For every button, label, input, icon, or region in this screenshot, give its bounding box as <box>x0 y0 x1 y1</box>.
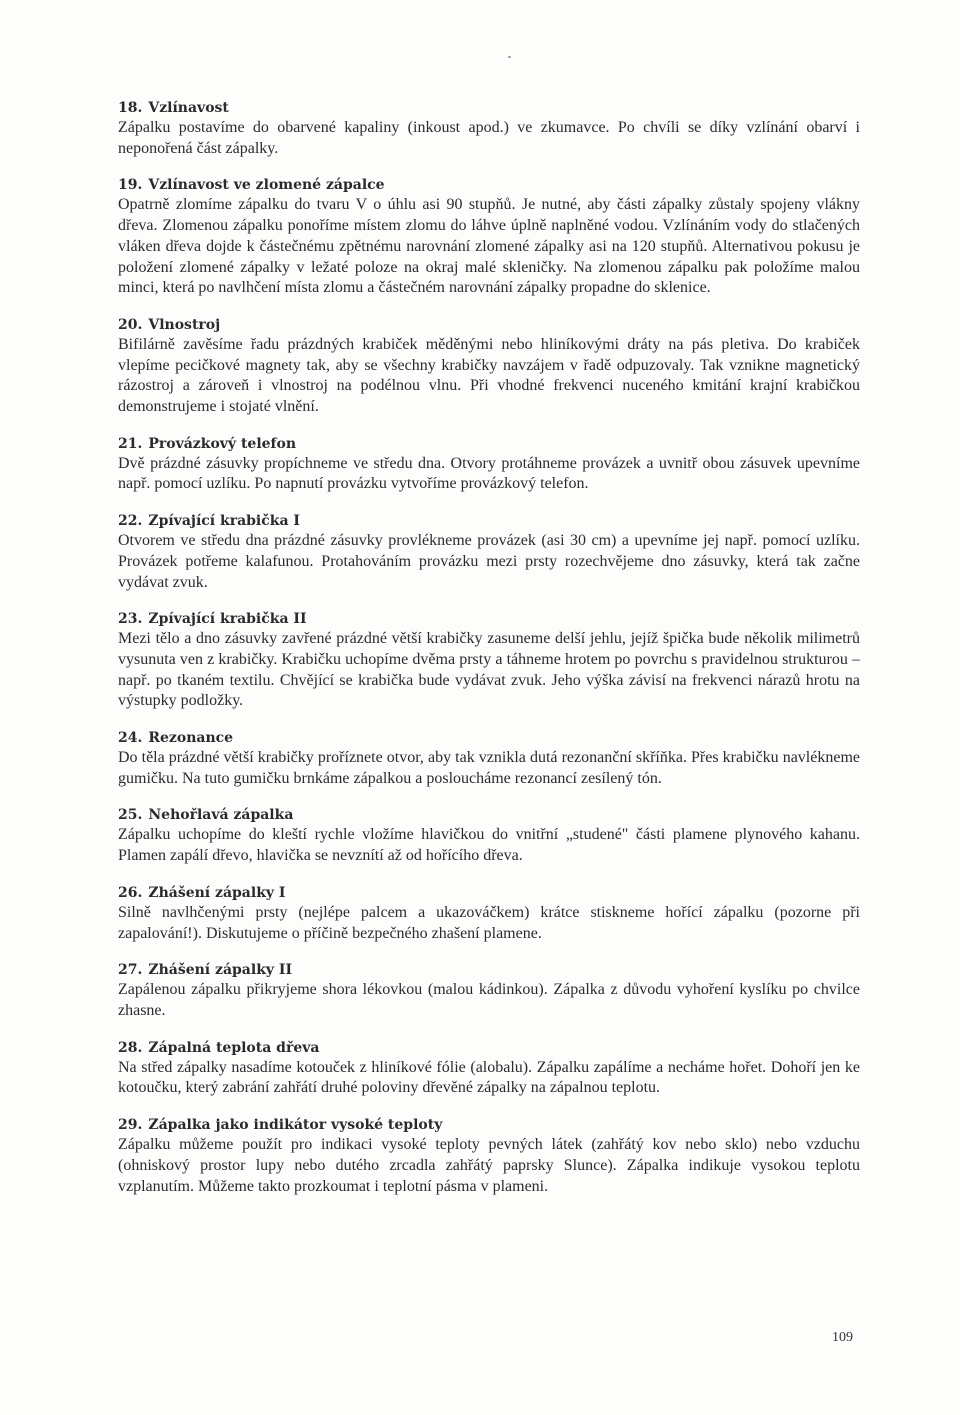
section-heading <box>118 1038 860 1058</box>
section-27 <box>118 960 860 1021</box>
scan-speck <box>508 56 511 58</box>
section-text: Zapálenou zápalku přikryjeme shora lékovkou (malou kádinkou). Zápalka z důvodu vyhoření kyslíku po chvilce zhasne. <box>118 981 860 1019</box>
section-number: 21. <box>118 435 143 452</box>
section-28 <box>118 1038 860 1099</box>
section-heading <box>118 175 860 195</box>
section-text: Zápalku můžeme použít pro indikaci vysoké teploty pevných látek (zahřátý kov nebo sklo) nebo vzduchu (ohniskový prostor lupy nebo dutého zrcadla zahřátý paprsky Slunce). Zápalka indikuje vysokou teplotu vzplanutím. Můžeme takto prozkoumat i teplotní pásma v plameni. <box>118 1136 860 1195</box>
section-24 <box>118 728 860 789</box>
section-heading <box>118 98 860 118</box>
section-number: 29. <box>118 1117 143 1134</box>
section-25 <box>118 805 860 866</box>
section-heading <box>118 805 860 825</box>
section-number: 24. <box>118 730 143 747</box>
section-number: 19. <box>118 177 143 194</box>
section-21 <box>118 434 860 495</box>
section-heading <box>118 434 860 454</box>
section-number: 20. <box>118 316 143 333</box>
section-text: Na střed zápalky nasadíme kotouček z hliníkové fólie (alobalu). Zápalku zapálíme a necháme hořet. Dohoří jen ke kotoučku, který zabrání zahřátí druhé poloviny dřevěné zápalky na zápalnou teplotu. <box>118 1058 860 1097</box>
section-heading <box>118 883 860 903</box>
section-number: 18. <box>118 100 143 116</box>
section-heading <box>118 511 860 531</box>
page-number: 109 <box>832 1330 853 1345</box>
section-heading <box>118 728 860 748</box>
section-text: Dvě prázdné zásuvky propíchneme ve středu dna. Otvory protáhneme provázek a uvnitř obou zásuvek upevníme např. pomocí uzlíku. Po napnutí provázku vytvoříme provázkový telefon. <box>118 454 860 493</box>
section-18 <box>118 98 860 159</box>
section-title: Zhášení zápalky I <box>148 884 286 901</box>
section-19 <box>118 175 860 299</box>
section-text: Do těla prázdné větší krabičky proříznete otvor, aby tak vznikla dutá rezonanční skříňka. Přes krabičku navlékneme gumičku. Na tuto gumičku brnkáme zápalkou a posloucháme rezonancí zesílený tón. <box>118 749 860 787</box>
section-title: Vlnostroj <box>148 316 221 333</box>
section-heading <box>118 960 860 980</box>
section-title: Vzlínavost ve zlomené zápalce <box>148 177 385 194</box>
section-22 <box>118 511 860 593</box>
section-23 <box>118 609 860 712</box>
section-title: Provázkový telefon <box>148 435 297 452</box>
section-text: Zápalku postavíme do obarvené kapaliny (inkoust apod.) ve zkumavce. Po chvíli se díky vzlínání obarví i neponořená část zápalky. <box>118 119 860 157</box>
section-29 <box>118 1115 860 1197</box>
section-number: 25. <box>118 807 143 824</box>
section-text: Opatrně zlomíme zápalku do tvaru V o úhlu asi 90 stupňů. Je nutné, aby části zápalky zůstaly spojeny vlákny dřeva. Zlomenou zápalku ponoříme místem zlomu do láhve úplně naplněné vodou. Vzlínáním vody do stlačených vláken dřeva dojde k částečnému zpětnému narovnání zlomené zápalky asi na 120 stupňů. Alternativou pokusu je položení zlomené zápalky v ležaté poloze na okraj malé skleničky. Na zlomenou zápalku pak položíme malou minci, která po navlhčení místa zlomu a částečném narovnání zápalky propadne do sklenice. <box>118 196 860 297</box>
section-title: Nehořlavá zápalka <box>148 807 294 824</box>
section-title: Zápalka jako indikátor vysoké teploty <box>148 1117 443 1134</box>
section-title: Zpívající krabička II <box>148 611 307 628</box>
section-title: Zpívající krabička I <box>148 513 300 530</box>
section-title: Zápalná teplota dřeva <box>148 1039 320 1056</box>
section-number: 26. <box>118 884 143 901</box>
section-text: Bifilárně zavěsíme řadu prázdných krabiček měděnými nebo hliníkovými dráty na pás pletiva. Do krabiček vlepíme pecičkové magnety tak, aby se všechny krabičky navzájem v řadě odpuzovaly. Tak vznikne magnetický rázostroj a zároveň i vlnostroj na podélnou vlnu. Při vhodné frekvenci nuceného kmitání krajní krabičkou demonstrujeme i stojaté vlnění. <box>118 335 860 416</box>
section-text: Silně navlhčenými prsty (nejlépe palcem a ukazováčkem) krátce stiskneme hořící zápalku (pozorne při zapalování!). Diskutujeme o příčině bezpečného zhašení plamene. <box>118 903 860 942</box>
section-title: Vzlínavost <box>148 100 229 116</box>
section-number: 27. <box>118 962 143 979</box>
section-title: Rezonance <box>148 730 234 747</box>
page-content <box>118 98 860 1213</box>
section-heading <box>118 315 860 335</box>
section-number: 28. <box>118 1039 143 1056</box>
section-title: Zhášení zápalky II <box>148 962 292 979</box>
section-text: Zápalku uchopíme do kleští rychle vložíme hlavičkou do vnitřní „studené" části plamene plynového kahanu. Plamen zapálí dřevo, hlavička se nevznítí až od hořícího dřeva. <box>118 826 860 865</box>
section-text: Mezi tělo a dno zásuvky zavřené prázdné větší krabičky zasuneme delší jehlu, jejíž špička bude několik milimetrů vysunuta ven z krabičky. Krabičku uchopíme dvěma prsty a táhneme hrotem po povrchu s pravidelnou strukturou – např. po tkaném textilu. Chvějící se krabička bude vydávat zvuk. Jeho výška závisí na frekvenci nárazů hrotu na výstupky podložky. <box>118 630 860 710</box>
section-heading <box>118 1115 860 1135</box>
section-text: Otvorem ve středu dna prázdné zásuvky provlékneme provázek (asi 30 cm) a upevníme jej např. pomocí uzlíku. Provázek potřeme kalafunou. Protahováním provázku mezi prsty rozechvějeme dno zásuvky, která tak začne vydávat zvuk. <box>118 532 860 591</box>
section-26 <box>118 883 860 944</box>
section-number: 22. <box>118 513 143 530</box>
section-number: 23. <box>118 611 143 628</box>
section-20 <box>118 315 860 418</box>
section-heading <box>118 609 860 629</box>
